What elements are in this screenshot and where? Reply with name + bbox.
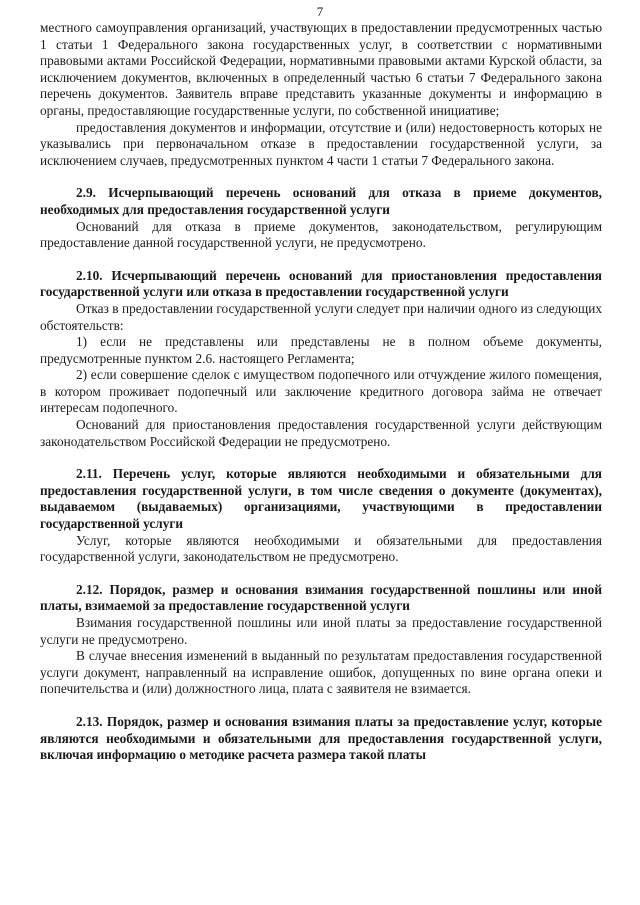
paragraph: 2) если совершение сделок с имуществом подопечного или отчуждение жилого помещения, в котором проживает подопечный или заключение кредитного договора займа не отвечает интересам подопечного. — [40, 367, 602, 416]
paragraph: Оснований для приостановления предоставления государственной услуги действующим законодательством Российской Федерации не предусмотрено. — [40, 417, 602, 449]
section-spacer — [40, 450, 602, 466]
paragraph: В случае внесения изменений в выданный по результатам предоставления государственной услуги документ, направленный на исправление ошибок, допущенных по вине органа опеки и попечительства и (или) должностного лица, плата с заявителя не взимается. — [40, 648, 602, 697]
section-spacer — [40, 252, 602, 268]
paragraph: предоставления документов и информации, отсутствие и (или) недостоверность которых не указывались при первоначальном отказе в предоставлении государственной услуги, за исключением случаев, предусмотренных пунктом 4 части 1 статьи 7 Федерального закона. — [40, 119, 602, 168]
page-number: 7 — [316, 4, 324, 19]
paragraph: местного самоуправления организаций, участвующих в предоставлении предусмотренных частью 1 статьи 1 Федерального закона государственных услуг, в соответствии с нормативными правовыми актами Российской Федерации, нормативными правовыми актами Курской области, за исключением документов, включенных в определенный частью 6 статьи 7 Федерального закона перечень документов. Заявитель вправе представить указанные документы и информацию в органы, предоставляющие государственные услуги, по собственной инициативе; — [40, 20, 602, 118]
section-spacer — [40, 566, 602, 582]
section-heading: 2.12. Порядок, размер и основания взимания государственной пошлины или иной платы, взимаемой за предоставление государственной услуги — [40, 581, 602, 614]
paragraph: Оснований для отказа в приеме документов, законодательством, регулирующим предоставление данной государственной услуги, не предусмотрено. — [40, 218, 602, 251]
section-spacer — [40, 169, 602, 185]
section-heading: 2.9. Исчерпывающий перечень оснований для отказа в приеме документов, необходимых для предоставления государственной услуги — [40, 185, 602, 217]
paragraph: Взимания государственной пошлины или иной платы за предоставление государственной услуги не предусмотрено. — [40, 615, 602, 647]
section-heading: 2.10. Исчерпывающий перечень оснований для приостановления предоставления государственной услуги или отказа в предоставлении государственной услуги — [40, 267, 602, 300]
section-heading: 2.13. Порядок, размер и основания взимания платы за предоставление услуг, которые являются необходимыми и обязательными для предоставления государственной услуги, включая информацию о методике расчета размера такой платы — [40, 713, 602, 763]
paragraph: 1) если не представлены или представлены не в полном объеме документы, предусмотренные пунктом 2.6. настоящего Регламента; — [40, 334, 602, 366]
document-body — [40, 20, 602, 764]
section-spacer — [40, 698, 602, 714]
paragraph: Услуг, которые являются необходимыми и обязательными для предоставления государственной услуги, законодательством не предусмотрено. — [40, 532, 602, 565]
paragraph: Отказ в предоставлении государственной услуги следует при наличии одного из следующих обстоятельств: — [40, 300, 602, 333]
section-heading: 2.11. Перечень услуг, которые являются необходимыми и обязательными для предоставления государственной услуги, в том числе сведения о документе (документах), выдаваемом (выдаваемых) организациями, участвующими в предоставлении государственной услуги — [40, 466, 602, 532]
